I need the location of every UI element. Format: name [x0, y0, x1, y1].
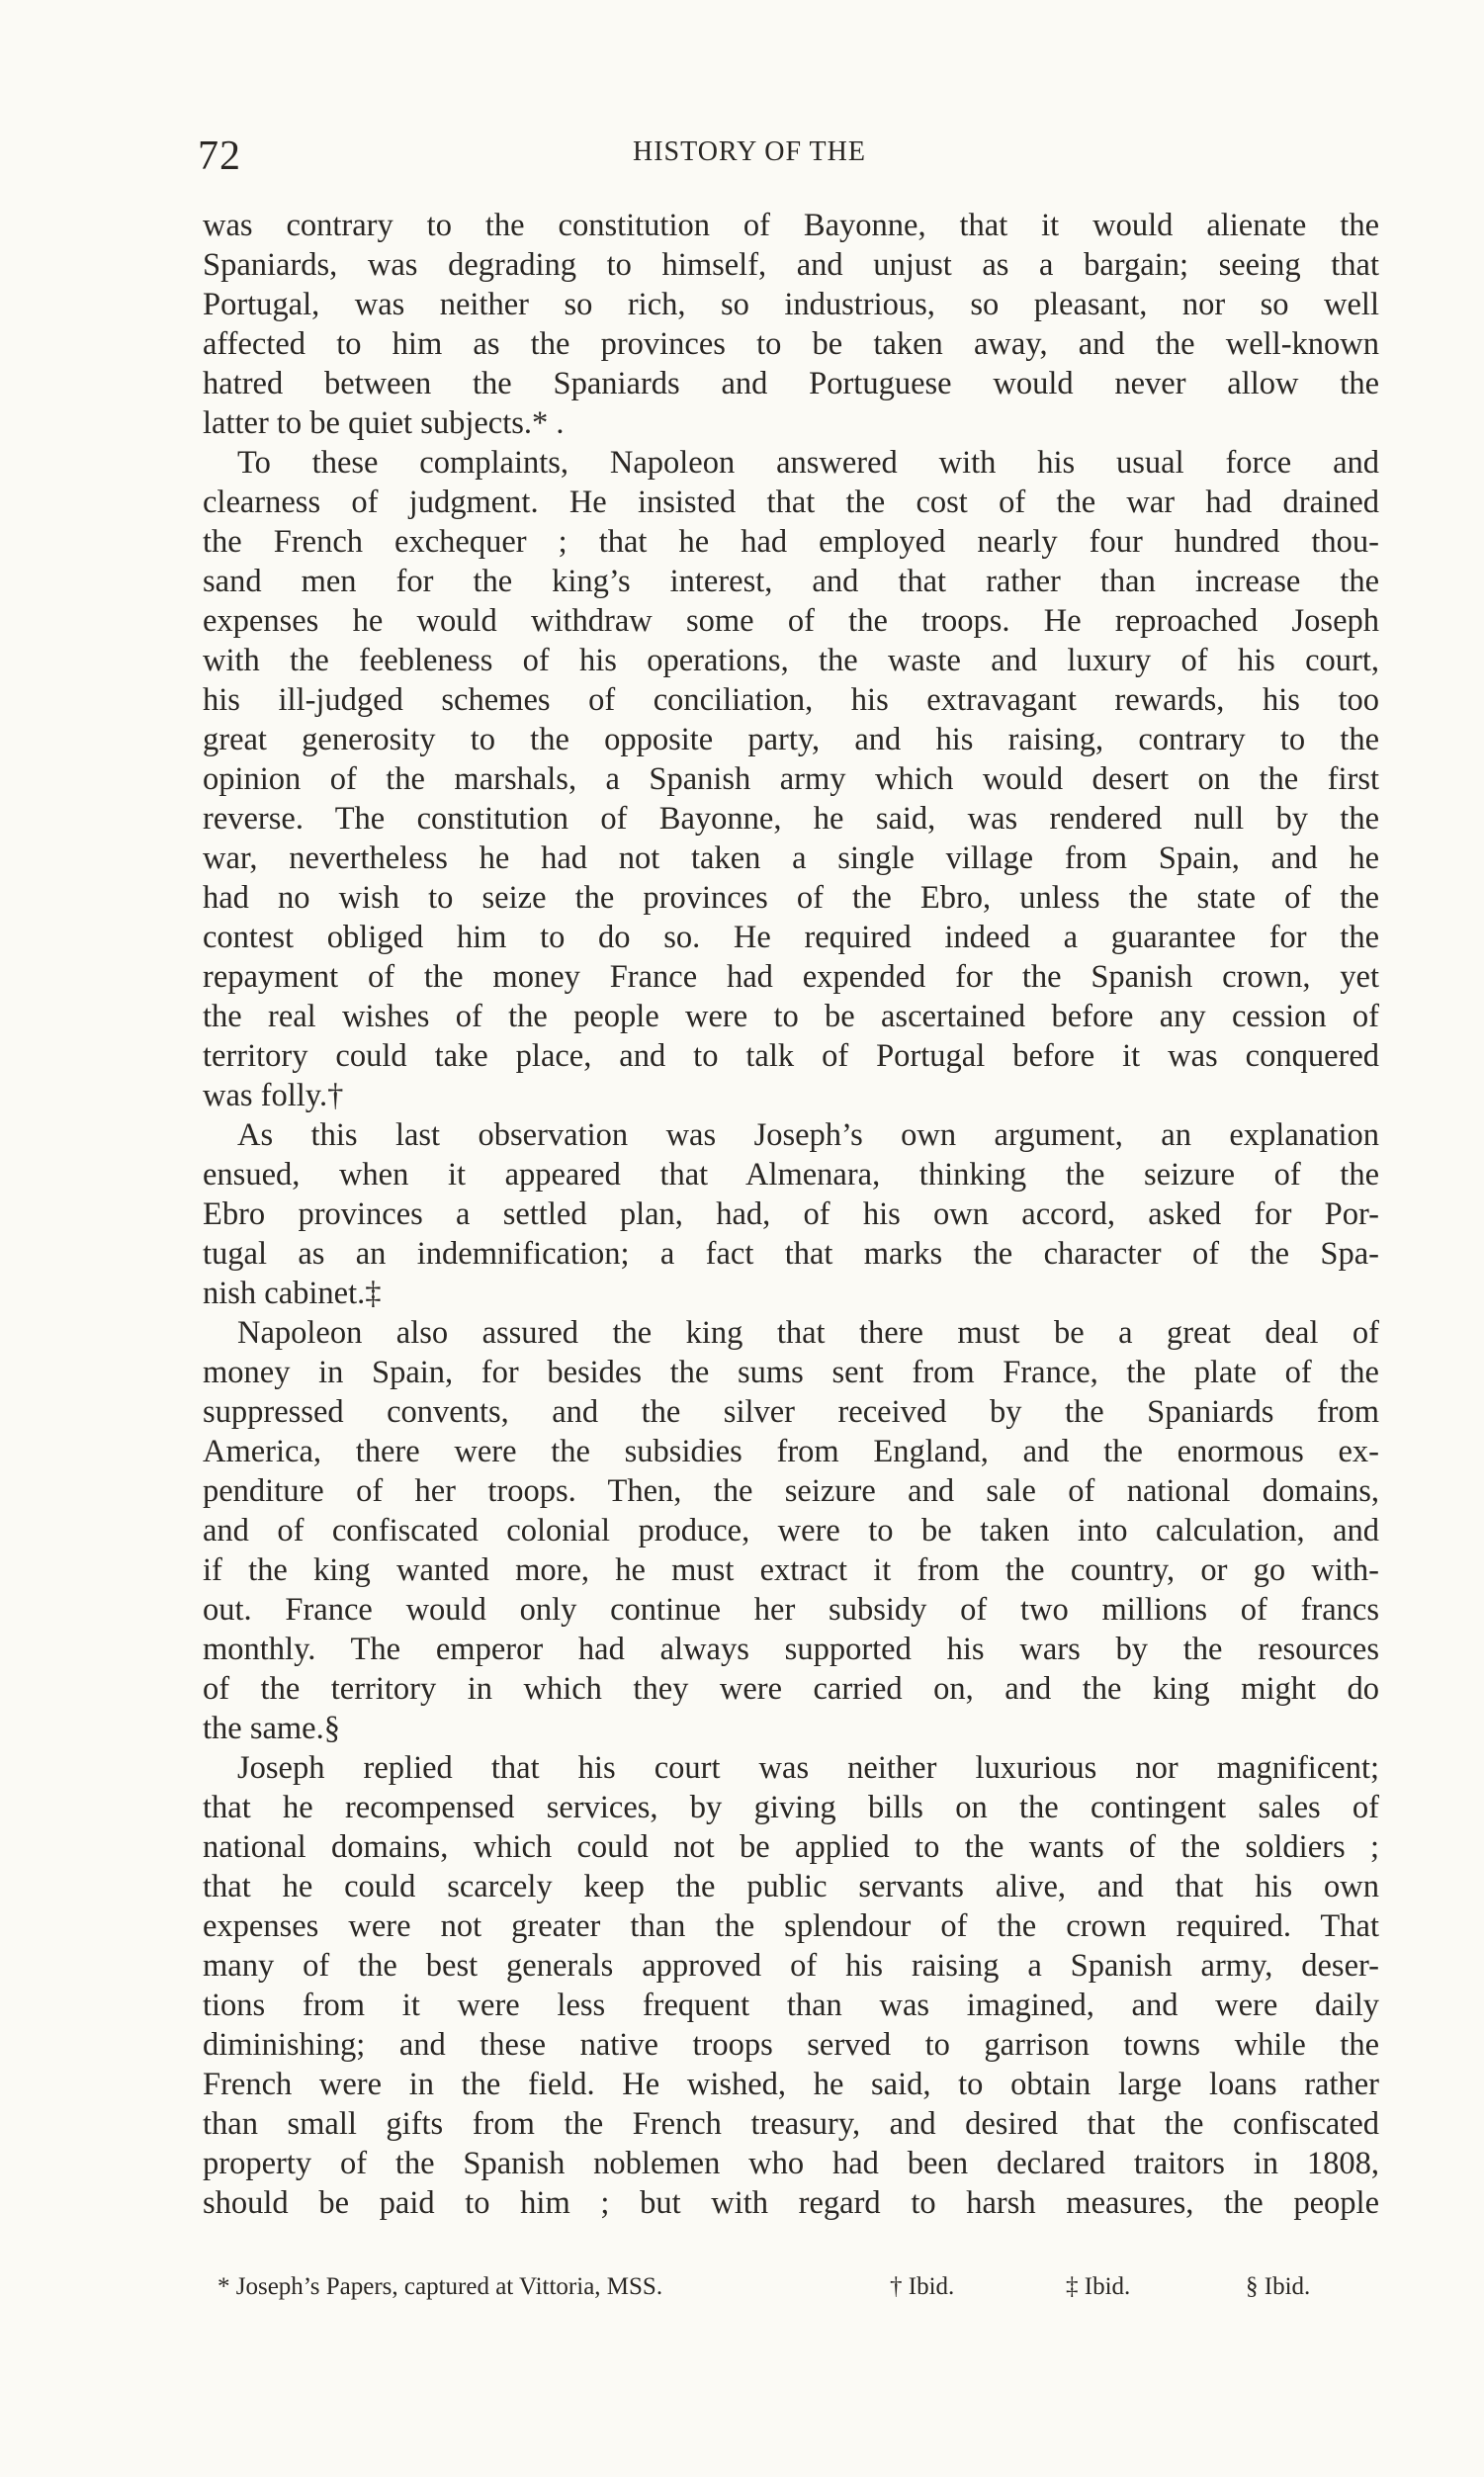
text-line: Napoleon also assured the king that there must be a great deal of — [237, 1315, 1379, 1351]
text-line: To these complaints, Napoleon answered with his usual force and — [237, 445, 1379, 481]
text-line: with the feebleness of his operations, the waste and luxury of his court, — [203, 643, 1379, 678]
text-line: money in Spain, for besides the sums sent from France, the plate of the — [203, 1355, 1379, 1390]
body-text — [203, 206, 1379, 2223]
text-line: suppressed convents, and the silver received by the Spaniards from — [203, 1394, 1379, 1430]
text-line: if the king wanted more, he must extract it from the country, or go with- — [203, 1552, 1379, 1588]
text-line: and of confiscated colonial produce, were to be taken into calculation, and — [203, 1513, 1379, 1548]
text-line: the real wishes of the people were to be ascertained before any cession of — [203, 999, 1379, 1034]
text-line: the French exchequer ; that he had employed nearly four hundred thou- — [203, 524, 1379, 560]
text-line: latter to be quiet subjects.* . — [203, 405, 565, 441]
text-line: As this last observation was Joseph’s own argument, an explanation — [237, 1117, 1379, 1153]
text-line: ensued, when it appeared that Almenara, thinking the seizure of the — [203, 1157, 1379, 1193]
text-line: contest obliged him to do so. He required indeed a guarantee for the — [203, 920, 1379, 955]
text-line: diminishing; and these native troops served to garrison towns while the — [203, 2027, 1379, 2063]
text-line: penditure of her troops. Then, the seizure and sale of national domains, — [203, 1473, 1379, 1509]
text-line: expenses were not greater than the splendour of the crown required. That — [203, 1908, 1379, 1944]
text-line: clearness of judgment. He insisted that the cost of the war had drained — [203, 485, 1379, 520]
text-line: tugal as an indemnification; a fact that marks the character of the Spa- — [203, 1236, 1379, 1272]
text-line: monthly. The emperor had always supported his wars by the resources — [203, 1632, 1379, 1667]
page-number: 72 — [198, 133, 241, 179]
text-line: tions from it were less frequent than was imagined, and were daily — [203, 1988, 1379, 2023]
text-line: great generosity to the opposite party, and his raising, contrary to the — [203, 722, 1379, 757]
text-line: territory could take place, and to talk of Portugal before it was conquered — [203, 1038, 1379, 1074]
text-line: Ebro provinces a settled plan, had, of his own accord, asked for Por- — [203, 1196, 1379, 1232]
text-line: Spaniards, was degrading to himself, and unjust as a bargain; seeing that — [203, 247, 1379, 283]
text-line: many of the best generals approved of his raising a Spanish army, deser- — [203, 1948, 1379, 1984]
text-line: his ill-judged schemes of conciliation, his extravagant rewards, his too — [203, 682, 1379, 718]
text-line: America, there were the subsidies from England, and the enormous ex- — [203, 1434, 1379, 1469]
footnote: * Joseph’s Papers, captured at Vittoria, MSS. — [218, 2273, 663, 2300]
text-line: expenses he would withdraw some of the troops. He reproached Joseph — [203, 603, 1379, 639]
text-line: war, nevertheless he had not taken a single village from Spain, and he — [203, 840, 1379, 876]
text-line: Portugal, was neither so rich, so industrious, so pleasant, nor so well — [203, 287, 1379, 322]
footnote: § Ibid. — [1246, 2273, 1311, 2300]
text-line: Joseph replied that his court was neither luxurious nor magnificent; — [237, 1750, 1379, 1786]
text-line: reverse. The constitution of Bayonne, he said, was rendered null by the — [203, 801, 1379, 837]
text-line: property of the Spanish noblemen who had been declared traitors in 1808, — [203, 2146, 1379, 2181]
text-line: was folly.† — [203, 1078, 344, 1113]
text-line: the same.§ — [203, 1711, 340, 1746]
running-title: HISTORY OF THE — [633, 136, 866, 167]
text-line: of the territory in which they were carried on, and the king might do — [203, 1671, 1379, 1707]
text-line: than small gifts from the French treasury, and desired that the confiscated — [203, 2106, 1379, 2142]
text-line: French were in the field. He wished, he said, to obtain large loans rather — [203, 2067, 1379, 2102]
text-line: nish cabinet.‡ — [203, 1276, 382, 1311]
text-line: that he could scarcely keep the public servants alive, and that his own — [203, 1869, 1379, 1904]
text-line: was contrary to the constitution of Bayonne, that it would alienate the — [203, 208, 1379, 243]
footnote: ‡ Ibid. — [1066, 2273, 1131, 2300]
text-line: had no wish to seize the provinces of the Ebro, unless the state of the — [203, 880, 1379, 916]
footnote: † Ibid. — [890, 2273, 955, 2300]
text-line: should be paid to him ; but with regard to harsh measures, the people — [203, 2185, 1379, 2221]
text-line: out. France would only continue her subsidy of two millions of francs — [203, 1592, 1379, 1628]
text-line: opinion of the marshals, a Spanish army which would desert on the first — [203, 761, 1379, 797]
text-line: affected to him as the provinces to be taken away, and the well-known — [203, 326, 1379, 362]
text-line: hatred between the Spaniards and Portuguese would never allow the — [203, 366, 1379, 401]
text-line: sand men for the king’s interest, and that rather than increase the — [203, 564, 1379, 599]
text-line: national domains, which could not be applied to the wants of the soldiers ; — [203, 1829, 1379, 1865]
text-line: repayment of the money France had expended for the Spanish crown, yet — [203, 959, 1379, 995]
text-line: that he recompensed services, by giving bills on the contingent sales of — [203, 1790, 1379, 1825]
